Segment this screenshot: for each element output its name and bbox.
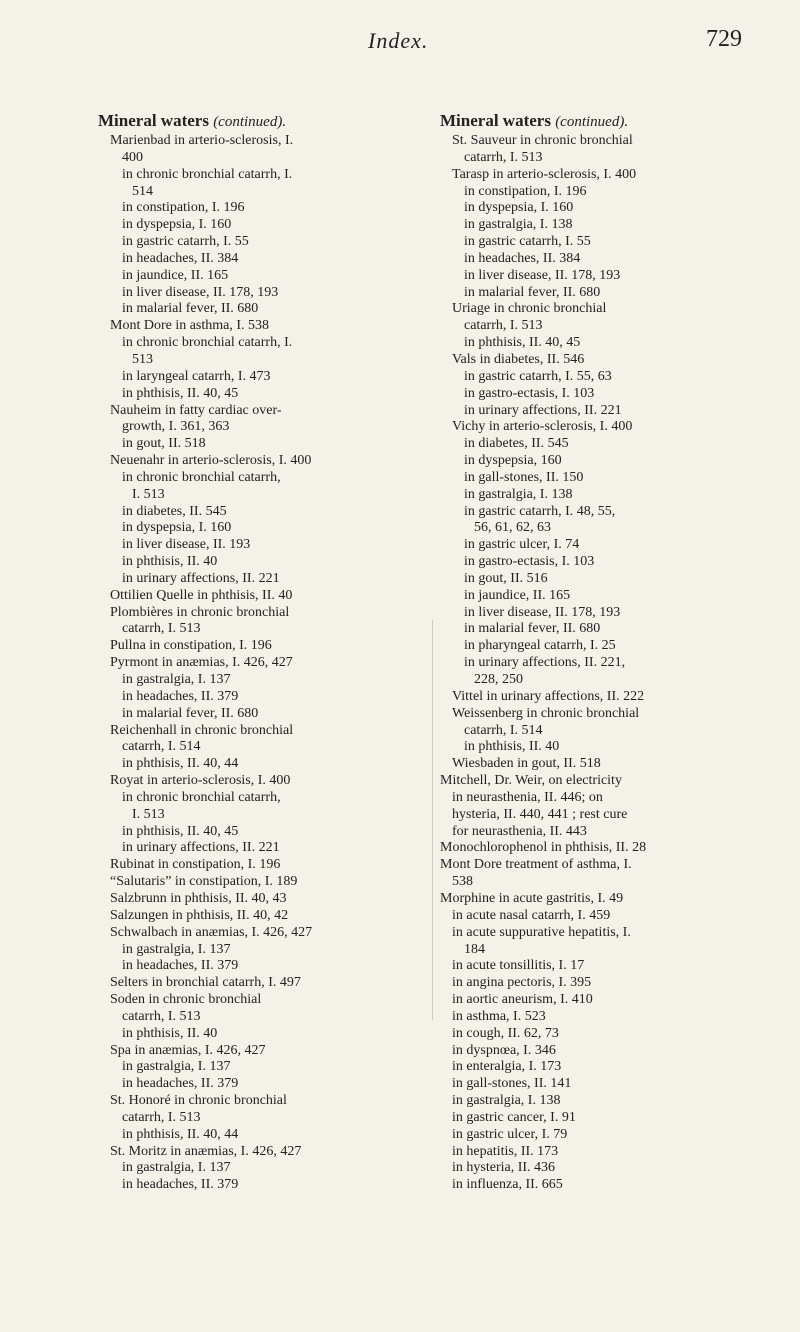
index-entry-line: in hysteria, II. 436 xyxy=(452,1160,556,1176)
heading-term: Mineral waters xyxy=(440,111,551,130)
index-entry-line: in hepatitis, II. 173 xyxy=(452,1143,559,1159)
index-entry-line: in phthisis, II. 40, 45 xyxy=(122,823,239,839)
column-divider xyxy=(432,620,433,1020)
index-entry-line: Mitchell, Dr. Weir, on electricity xyxy=(440,773,622,789)
index-entry-line: 513 xyxy=(132,351,153,367)
index-entry-line: in constipation, I. 196 xyxy=(464,183,587,199)
index-entry-line: in asthma, I. 523 xyxy=(452,1008,546,1024)
index-entry-line: in headaches, II. 379 xyxy=(122,1076,239,1092)
index-entry-line: Schwalbach in anæmias, I. 426, 427 xyxy=(110,924,313,940)
index-entry-line: in malarial fever, II. 680 xyxy=(122,301,259,317)
index-entry-line: in diabetes, II. 545 xyxy=(464,436,569,452)
index-entry-line: in gastric catarrh, I. 55 xyxy=(122,234,249,250)
index-entry-line: in dyspnœa, I. 346 xyxy=(452,1042,556,1058)
index-entry-line: in gastric catarrh, I. 55 xyxy=(464,234,591,250)
index-entry-line: in gastralgia, I. 138 xyxy=(464,217,573,233)
page-header xyxy=(0,8,800,53)
index-entry-line: “Salutaris” in constipation, I. 189 xyxy=(110,874,298,890)
index-entry-line: 514 xyxy=(132,183,153,199)
index-entries xyxy=(98,133,428,1194)
index-entry-line: Rubinat in constipation, I. 196 xyxy=(110,857,281,873)
index-entry-line: I. 513 xyxy=(132,486,165,502)
index-entry-line: in gastro-ectasis, I. 103 xyxy=(464,385,595,401)
index-entry-line: catarrh, I. 513 xyxy=(464,318,543,334)
index-entry-line: in liver disease, II. 193 xyxy=(122,537,251,553)
index-entry-line: in dyspepsia, I. 160 xyxy=(122,520,232,536)
index-entry-line: Wiesbaden in gout, II. 518 xyxy=(452,756,601,772)
index-entry-line: in acute nasal catarrh, I. 459 xyxy=(452,907,611,923)
index-entry-line: in gout, II. 516 xyxy=(464,570,548,586)
heading-term: Mineral waters xyxy=(98,111,209,130)
index-entry-line: in gastric catarrh, I. 48, 55, xyxy=(464,503,616,519)
column-heading xyxy=(98,112,428,131)
index-entry-line: in chronic bronchial catarrh, I. xyxy=(122,335,293,351)
index-entry-line: in gastralgia, I. 138 xyxy=(464,486,573,502)
index-entry-line: Reichenhall in chronic bronchial xyxy=(110,722,294,738)
index-entry-line: in urinary affections, II. 221 xyxy=(464,402,622,418)
index-entry-line: in headaches, II. 379 xyxy=(122,688,239,704)
index-entry-line: 56, 61, 62, 63 xyxy=(474,520,551,536)
index-entry-line: in pharyngeal catarrh, I. 25 xyxy=(464,638,616,654)
index-entry-line: Soden in chronic bronchial xyxy=(110,992,262,1008)
index-entry-line: Vals in diabetes, II. 546 xyxy=(452,351,585,367)
index-entry-line: Uriage in chronic bronchial xyxy=(452,301,607,317)
page-number: 729 xyxy=(706,26,742,52)
index-entry-line: catarrh, I. 513 xyxy=(122,621,201,637)
heading-continued: (continued). xyxy=(213,114,287,130)
index-entry-line: 184 xyxy=(464,941,485,957)
index-entry-line: in headaches, II. 379 xyxy=(122,958,239,974)
index-entry-line: in influenza, II. 665 xyxy=(452,1177,563,1193)
index-entry-line: in enteralgia, I. 173 xyxy=(452,1059,562,1075)
index-entry-line: in phthisis, II. 40, 44 xyxy=(122,1126,239,1142)
index-entry-line: in phthisis, II. 40, 45 xyxy=(122,385,239,401)
index-entry-line: Spa in anæmias, I. 426, 427 xyxy=(110,1042,266,1058)
index-entry-line: in malarial fever, II. 680 xyxy=(464,621,601,637)
index-column-right xyxy=(440,112,780,1194)
index-entry-line: in phthisis, II. 40 xyxy=(122,554,218,570)
index-entry-line: in acute suppurative hepatitis, I. xyxy=(452,924,631,940)
index-entry-line: catarrh, I. 514 xyxy=(464,722,543,738)
index-entry-line: Neuenahr in arterio-sclerosis, I. 400 xyxy=(110,453,312,469)
index-entry-line: in neurasthenia, II. 446; on xyxy=(452,789,603,805)
index-entry-line: in cough, II. 62, 73 xyxy=(452,1025,559,1041)
index-entry-line: in laryngeal catarrh, I. 473 xyxy=(122,368,271,384)
index-entry-line: Mont Dore in asthma, I. 538 xyxy=(110,318,270,334)
index-entry-line: in chronic bronchial catarrh, I. xyxy=(122,166,293,182)
index-entry-line: catarrh, I. 513 xyxy=(122,1109,201,1125)
index-entry-line: in gastro-ectasis, I. 103 xyxy=(464,554,595,570)
index-entry-line: in malarial fever, II. 680 xyxy=(122,705,259,721)
index-column-left xyxy=(98,112,428,1194)
index-entry-line: in phthisis, II. 40, 44 xyxy=(122,756,239,772)
index-entry-line: in jaundice, II. 165 xyxy=(122,267,229,283)
index-entry-line: in constipation, I. 196 xyxy=(122,200,245,216)
index-entry-line: in chronic bronchial catarrh, xyxy=(122,789,281,805)
index-entry-line: in phthisis, II. 40 xyxy=(122,1025,218,1041)
index-entry-line: in gastralgia, I. 137 xyxy=(122,1160,231,1176)
index-entry-line: in headaches, II. 384 xyxy=(122,250,239,266)
index-entry-line: in gastralgia, I. 137 xyxy=(122,672,231,687)
index-entry-line: St. Moritz in anæmias, I. 426, 427 xyxy=(110,1143,302,1159)
index-entry-line: growth, I. 361, 363 xyxy=(122,419,230,435)
index-entry-line: in gastralgia, I. 137 xyxy=(122,1059,231,1075)
index-entry-line: catarrh, I. 513 xyxy=(464,149,543,165)
index-entry-line: in phthisis, II. 40 xyxy=(464,739,560,755)
index-entry-line: in gastric ulcer, I. 74 xyxy=(464,537,580,553)
index-entry-line: in chronic bronchial catarrh, xyxy=(122,469,281,485)
index-entry-line: 228, 250 xyxy=(474,672,523,687)
index-entry-line: in aortic aneurism, I. 410 xyxy=(452,992,593,1008)
index-entry-line: 400 xyxy=(122,149,143,165)
index-entry-line: in headaches, II. 379 xyxy=(122,1177,239,1193)
index-entry-line: in gastralgia, I. 138 xyxy=(452,1093,561,1109)
index-entry-line: in gastric catarrh, I. 55, 63 xyxy=(464,368,612,384)
index-entry-line: in liver disease, II. 178, 193 xyxy=(122,284,279,300)
index-entry-line: in gout, II. 518 xyxy=(122,436,206,452)
index-entry-line: in diabetes, II. 545 xyxy=(122,503,227,519)
index-entry-line: Salzbrunn in phthisis, II. 40, 43 xyxy=(110,890,287,906)
index-entry-line: in dyspepsia, I. 160 xyxy=(464,200,574,216)
index-entry-line: Monochlorophenol in phthisis, II. 28 xyxy=(440,840,647,856)
index-entry-line: in dyspepsia, 160 xyxy=(464,453,562,469)
index-entry-line: St. Sauveur in chronic bronchial xyxy=(452,133,633,148)
index-entry-line: Salzungen in phthisis, II. 40, 42 xyxy=(110,907,289,923)
index-entry-line: in urinary affections, II. 221 xyxy=(122,570,280,586)
index-entry-line: in urinary affections, II. 221 xyxy=(122,840,280,856)
index-entry-line: Nauheim in fatty cardiac over- xyxy=(110,402,282,418)
index-entry-line: in dyspepsia, I. 160 xyxy=(122,217,232,233)
index-entry-line: in gastralgia, I. 137 xyxy=(122,941,231,957)
index-entry-line: in liver disease, II. 178, 193 xyxy=(464,604,621,620)
index-entry-line: I. 513 xyxy=(132,806,165,822)
column-heading xyxy=(440,112,780,131)
index-entry-line: in liver disease, II. 178, 193 xyxy=(464,267,621,283)
index-entry-line: Ottilien Quelle in phthisis, II. 40 xyxy=(110,587,293,603)
index-entry-line: hysteria, II. 440, 441 ; rest cure xyxy=(452,806,628,822)
index-entry-line: Marienbad in arterio-sclerosis, I. xyxy=(110,133,294,148)
index-entry-line: in gall-stones, II. 150 xyxy=(464,469,584,485)
index-entry-line: Vittel in urinary affections, II. 222 xyxy=(452,688,645,704)
index-entry-line: in malarial fever, II. 680 xyxy=(464,284,601,300)
index-entry-line: Selters in bronchial catarrh, I. 497 xyxy=(110,975,301,991)
index-entry-line: Mont Dore treatment of asthma, I. xyxy=(440,857,632,873)
running-head: Index. xyxy=(368,28,429,53)
index-entry-line: in urinary affections, II. 221, xyxy=(464,655,626,671)
index-entry-line: in gall-stones, II. 141 xyxy=(452,1076,572,1092)
index-entry-line: in phthisis, II. 40, 45 xyxy=(464,335,581,351)
index-entry-line: Vichy in arterio-sclerosis, I. 400 xyxy=(452,419,633,435)
index-entry-line: Pullna in constipation, I. 196 xyxy=(110,638,272,654)
index-entry-line: 538 xyxy=(452,874,473,890)
index-entry-line: catarrh, I. 514 xyxy=(122,739,201,755)
index-entry-line: in angina pectoris, I. 395 xyxy=(452,975,592,991)
index-entry-line: catarrh, I. 513 xyxy=(122,1008,201,1024)
index-entry-line: in gastric ulcer, I. 79 xyxy=(452,1126,568,1142)
index-entry-line: Morphine in acute gastritis, I. 49 xyxy=(440,890,624,906)
index-entry-line: Tarasp in arterio-sclerosis, I. 400 xyxy=(452,166,637,182)
heading-continued: (continued). xyxy=(555,114,629,130)
index-entry-line: Plombières in chronic bronchial xyxy=(110,604,290,620)
index-entry-line: in headaches, II. 384 xyxy=(464,250,581,266)
index-entry-line: Weissenberg in chronic bronchial xyxy=(452,705,640,721)
index-entry-line: in acute tonsillitis, I. 17 xyxy=(452,958,585,974)
index-entry-line: in gastric cancer, I. 91 xyxy=(452,1109,576,1125)
index-entries xyxy=(440,133,780,1194)
index-entry-line: St. Honoré in chronic bronchial xyxy=(110,1093,287,1109)
index-entry-line: for neurasthenia, II. 443 xyxy=(452,823,587,839)
index-entry-line: in jaundice, II. 165 xyxy=(464,587,571,603)
index-entry-line: Pyrmont in anæmias, I. 426, 427 xyxy=(110,655,293,671)
index-entry-line: Royat in arterio-sclerosis, I. 400 xyxy=(110,773,291,789)
